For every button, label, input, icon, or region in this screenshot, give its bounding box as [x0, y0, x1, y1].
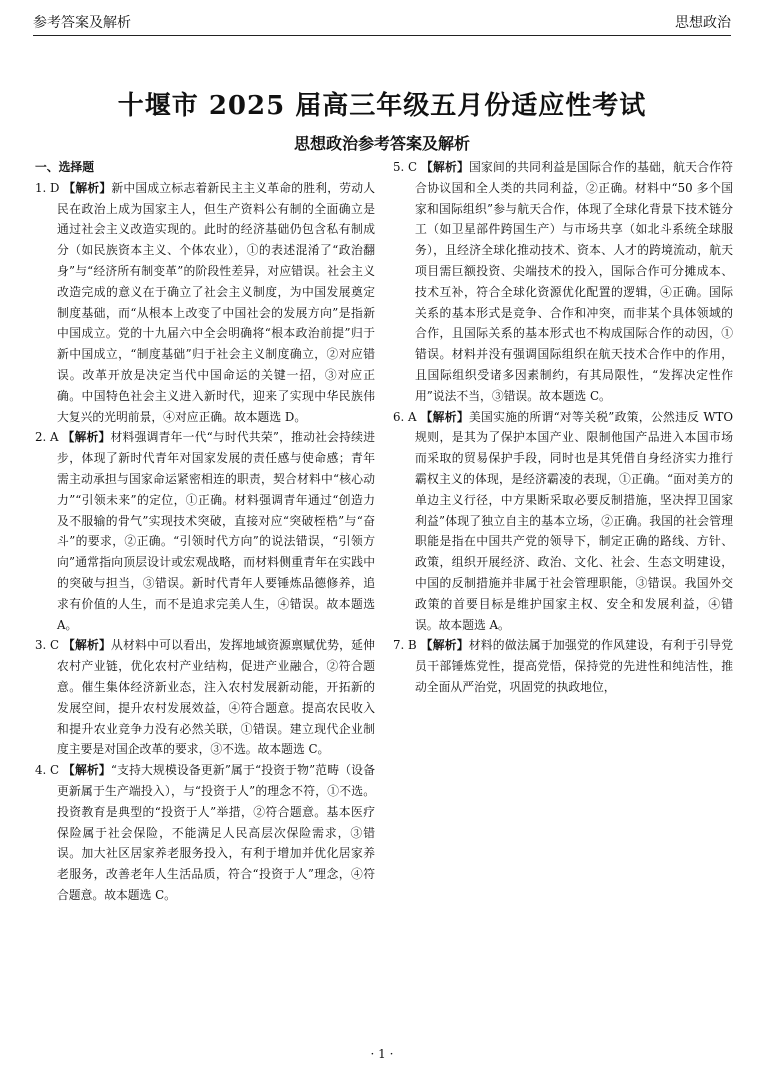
header-subject: 思想政治: [675, 15, 731, 31]
page-number: · 1 ·: [370, 1047, 394, 1061]
analysis-tag: 【解析】: [420, 638, 469, 653]
answer-item-2: [35, 427, 375, 635]
answer-number: 6. A: [393, 409, 417, 424]
section-heading: 一、选择题: [35, 160, 94, 174]
page-title: 十堰市 2025 届高三年级五月份适应性考试: [117, 91, 647, 121]
analysis-tag: 【解析】: [62, 763, 111, 778]
analysis-tag: 【解析】: [62, 430, 111, 445]
answer-text: 新中国成立标志着新民主主义革命的胜利，劳动人民在政治上成为国家主人，但生产资料公有制的全面确立是通过社会主义改造实现的。此时的经济基础仍包含私有制成分（如民族资本主义、个体农业），①的表述混淆了“政治翻身”与“经济所有制变革”的阶段性差异，对应错误。社会主义改造完成的意义在于确立了社会主义制度，为中国发展奠定制度基础，而“从根本上改变了中国社会的发展方向”是指新中国成立。党的十九届六中全会明确将“根本政治前提”归于新中国成立，“制度基础”归于社会主义制度确立，②对应错误。改革开放是决定当代中国命运的关键一招，③对应正确。中国特色社会主义进入新时代，迎来了实现中华民族伟大复兴的光明前景，④对应正确。故本题选 D。: [57, 180, 375, 424]
header-divider: [33, 35, 731, 36]
answer-text: 从材料中可以看出，发挥地域资源禀赋优势，延伸农村产业链，优化农村产业结构，促进产业融合，②符合题意。催生集体经济新业态，注入农村发展新动能，开拓新的发展空间，提升农村发展效益，④符合题意。提高农民收入和提升农业竞争力没有必然关联，①错误。建立现代企业制度主要是对国企改革的要求，③不选。故本题选 C。: [57, 638, 375, 757]
analysis-tag: 【解析】: [421, 160, 470, 174]
analysis-tag: 【解析】: [63, 180, 112, 195]
answer-text: 美国实施的所谓“对等关税”政策，公然违反 WTO 规则，是其为了保护本国产业、限制他国产品进入本国市场而采取的贸易保护手段，同时也是其凭借自身经济实力推行霸权主义的体现，是经济霸凌的表现，①正确。“面对美方的单边主义行径，中方果断采取必要反制措施，坚决捍卫国家利益”体现了独立自主的基本立场，②正确。我国的社会管理职能是指在中国共产党的领导下，制定正确的路线、方针、政策，组织开展经济、政治、文化、社会、生态文明建设，中国的反制措施并非属于社会管理职能，③错误。我国外交政策的首要目标是维护国家主权、安全和发展利益，④错误。故本题选 A。: [415, 409, 733, 632]
answer-text: 国家间的共同利益是国际合作的基础，航天合作符合协议国和全人类的共同利益，②正确。材料中“50 多个国家和国际组织”参与航天合作，体现了全球化背景下技术链分工（如卫星部件跨国生产）与市场共享（如北斗系统全球服务），且经济全球化推动技术、资本、人才的跨境流动，航天项目需巨额投资、尖端技术的投入，国际合作可分摊成本、技术互补，符合全球化资源优化配置的逻辑，④正确。国际关系的基本形式是竞争、合作和冲突，而非某个具体领域的合作，且国际关系的基本形式也不构成国际合作的动因，①错误。材料并没有强调国际组织在航天技术合作中的作用，且国际组织受诸多因素制约，有其局限性，“发挥决定性作用”说法不当，③错误。故本题选 C。: [415, 160, 733, 403]
analysis-tag: 【解析】: [420, 409, 469, 424]
left-column: [35, 157, 375, 906]
answer-number: 1. D: [35, 180, 60, 195]
answer-number: 4. C: [35, 763, 60, 778]
answer-item-6: [393, 407, 733, 636]
header-left-text: 参考答案及解析: [33, 15, 131, 31]
right-column: [393, 157, 733, 698]
answer-item-4: [35, 760, 375, 906]
answer-text: “支持大规模设备更新”属于“投资于物”范畴（设备更新属于生产端投入），与“投资于人”的理念不符，①不选。投资教育是典型的“投资于人”举措，②符合题意。基本医疗保险属于社会保险，不能满足人民高层次保险需求，③错误。加大社区居家养老服务投入，有利于增加并优化居家养老服务，改善老年人生活品质，符合“投资于人”理念，④符合题意。故本题选 C。: [57, 763, 375, 902]
answer-text: 材料的做法属于加强党的作风建设，有利于引导党员干部锤炼党性，提高党悟，保持党的先进性和纯洁性，推动全面从严治党，巩固党的执政地位，: [415, 638, 733, 694]
answer-item-7: [393, 635, 733, 697]
answer-text: 材料强调青年一代“与时代共荣”，推动社会持续进步，体现了新时代青年对国家发展的责任感与使命感；青年需主动承担与国家命运紧密相连的职责，契合材料中“核心动力”“引领未来”的定位，①正确。材料强调青年通过“创造力及不服输的骨气”实现技术突破，直接对应“突破桎梏”与“奋斗”的要求，②正确。“引领时代方向”的说法错误，“引领方向”通常指向顶层设计或宏观战略，而材料侧重青年在实践中的突破与担当，③错误。新时代青年人要锤炼品德修养，追求有价值的人生，而不是追求完美人生，④错误。故本题选 A。: [57, 430, 375, 632]
page-header: [0, 0, 764, 38]
answer-item-1: [35, 178, 375, 428]
analysis-tag: 【解析】: [63, 638, 112, 653]
page-subtitle: 思想政治参考答案及解析: [293, 134, 470, 153]
answer-item-3: [35, 635, 375, 760]
answer-number: 3. C: [35, 638, 60, 653]
answer-number: 7. B: [393, 638, 417, 653]
answer-number: 2. A: [35, 430, 59, 445]
answer-item-5: [393, 157, 733, 407]
answer-number: 5. C: [393, 160, 418, 174]
